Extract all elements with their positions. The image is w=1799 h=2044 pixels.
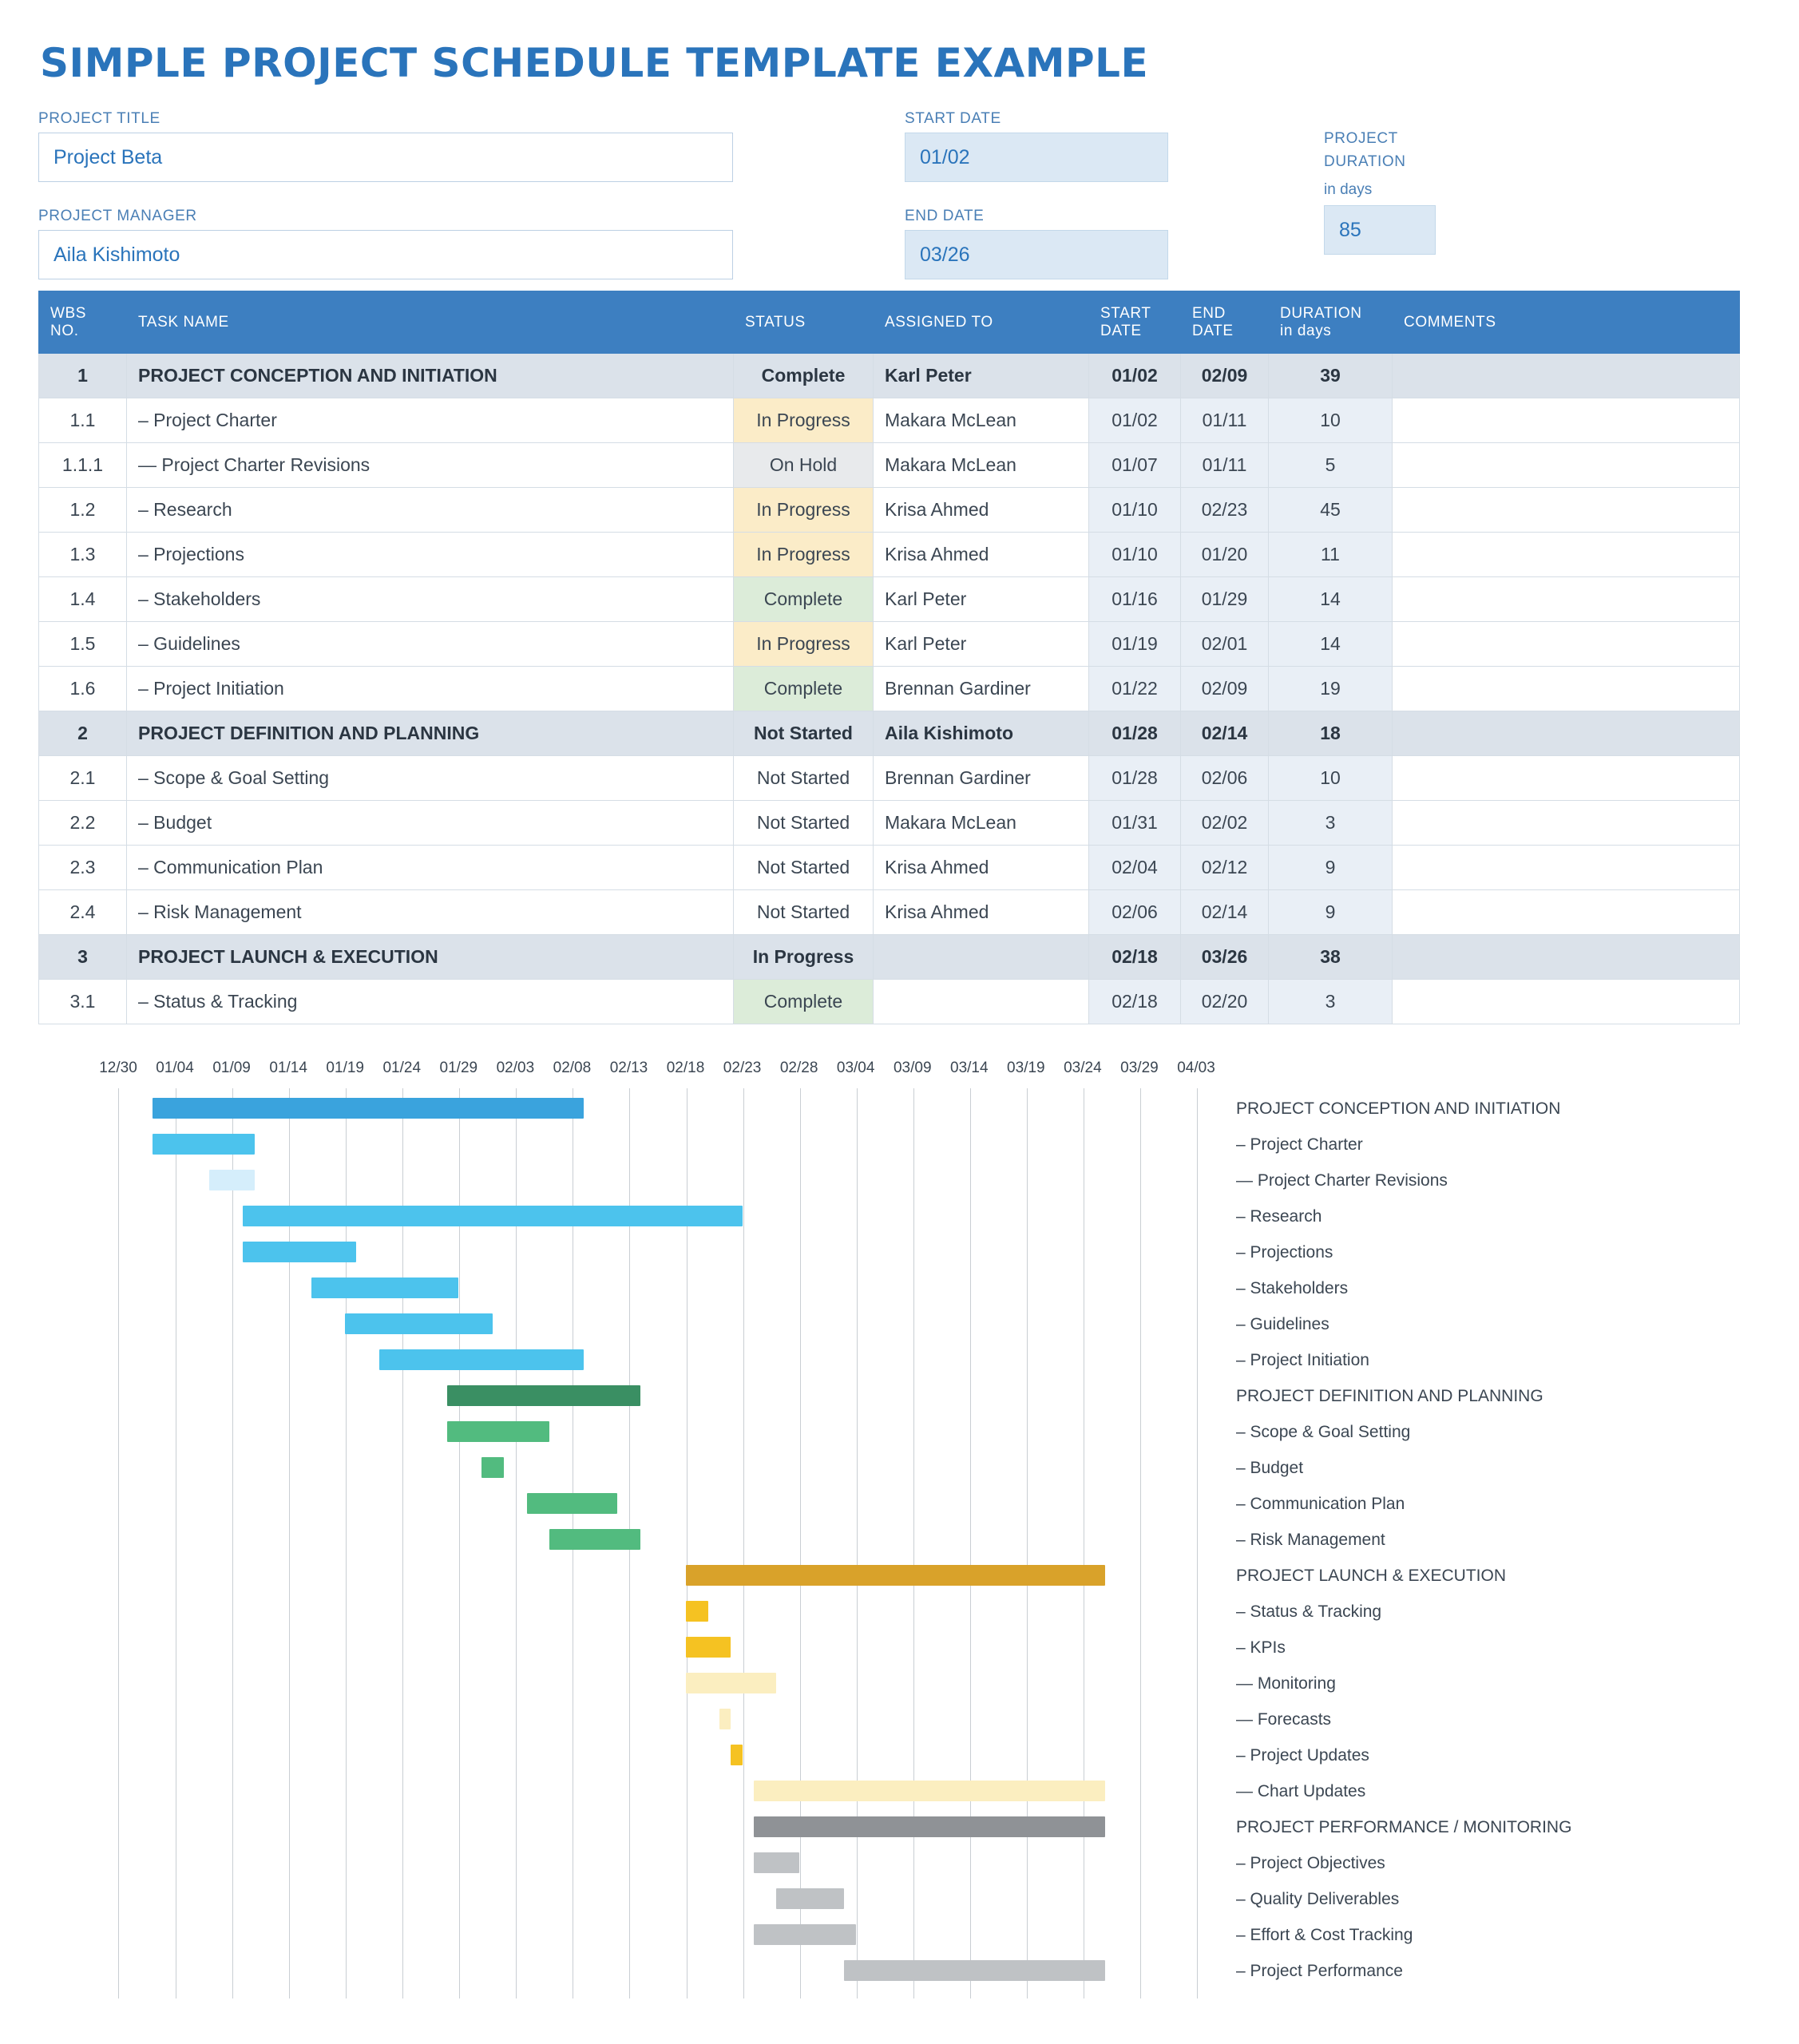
gantt-gridline bbox=[913, 1088, 914, 1998]
cell-wbs[interactable]: 2 bbox=[39, 711, 127, 756]
gantt-bar bbox=[549, 1529, 640, 1550]
gantt-task-label: – Project Charter bbox=[1236, 1135, 1363, 1154]
cell-wbs[interactable]: 1.3 bbox=[39, 533, 127, 577]
cell-end[interactable]: 02/09 bbox=[1181, 354, 1269, 398]
page-title: SIMPLE PROJECT SCHEDULE TEMPLATE EXAMPLE bbox=[40, 40, 1149, 86]
cell-assigned[interactable]: Karl Peter bbox=[874, 577, 1089, 622]
table-row bbox=[39, 935, 1740, 980]
gantt-bar bbox=[447, 1385, 640, 1406]
cell-wbs[interactable]: 1.6 bbox=[39, 667, 127, 711]
cell-wbs[interactable]: 3.1 bbox=[39, 980, 127, 1024]
gantt-task-label: – Risk Management bbox=[1236, 1531, 1385, 1549]
gantt-task-label: – Projections bbox=[1236, 1243, 1333, 1262]
gantt-bar bbox=[754, 1852, 799, 1873]
gantt-axis-tick: 01/29 bbox=[439, 1060, 478, 1076]
end-date-label: END DATE bbox=[905, 208, 985, 224]
cell-task[interactable]: PROJECT CONCEPTION AND INITIATION bbox=[127, 354, 734, 398]
cell-task[interactable]: – Research bbox=[127, 488, 734, 533]
gantt-task-label: PROJECT LAUNCH & EXECUTION bbox=[1236, 1567, 1506, 1585]
gantt-bar bbox=[243, 1206, 742, 1226]
cell-end[interactable]: 01/11 bbox=[1181, 398, 1269, 443]
table-row bbox=[39, 846, 1740, 890]
gantt-bar bbox=[754, 1924, 856, 1945]
column-header-duration-line1: DURATION bbox=[1280, 304, 1362, 322]
cell-comments[interactable] bbox=[1393, 533, 1740, 577]
cell-duration[interactable]: 39 bbox=[1269, 354, 1393, 398]
cell-end[interactable]: 02/12 bbox=[1181, 846, 1269, 890]
gantt-bar bbox=[379, 1349, 584, 1370]
cell-task[interactable]: – Guidelines bbox=[127, 622, 734, 667]
gantt-axis-tick: 03/09 bbox=[893, 1060, 932, 1076]
gantt-task-label: – Project Objectives bbox=[1236, 1854, 1385, 1872]
gantt-bar bbox=[153, 1098, 584, 1119]
cell-duration[interactable]: 9 bbox=[1269, 890, 1393, 935]
cell-comments[interactable] bbox=[1393, 577, 1740, 622]
cell-task[interactable]: – Project Initiation bbox=[127, 667, 734, 711]
gantt-axis-tick: 01/14 bbox=[269, 1060, 307, 1076]
table-row bbox=[39, 354, 1740, 398]
cell-task[interactable]: – Communication Plan bbox=[127, 846, 734, 890]
cell-end[interactable]: 02/14 bbox=[1181, 711, 1269, 756]
cell-start[interactable]: 01/02 bbox=[1089, 398, 1181, 443]
cell-comments[interactable] bbox=[1393, 935, 1740, 980]
column-header-start-date-line2: DATE bbox=[1100, 322, 1142, 339]
column-header-start-date-line1: START bbox=[1100, 304, 1151, 322]
cell-start[interactable]: 02/18 bbox=[1089, 935, 1181, 980]
column-header-comments: COMMENTS bbox=[1393, 291, 1740, 354]
cell-assigned[interactable]: Karl Peter bbox=[874, 622, 1089, 667]
gantt-task-label: PROJECT DEFINITION AND PLANNING bbox=[1236, 1387, 1543, 1405]
cell-end[interactable]: 02/20 bbox=[1181, 980, 1269, 1024]
cell-wbs[interactable]: 1 bbox=[39, 354, 127, 398]
project-title-field-group bbox=[38, 110, 733, 182]
gantt-axis-tick: 03/04 bbox=[836, 1060, 875, 1076]
cell-duration[interactable]: 10 bbox=[1269, 398, 1393, 443]
gantt-bar bbox=[754, 1816, 1106, 1837]
gantt-bar bbox=[731, 1745, 742, 1765]
column-header-wbs-line1: WBS bbox=[50, 304, 87, 322]
cell-assigned[interactable]: Brennan Gardiner bbox=[874, 756, 1089, 801]
table-row bbox=[39, 711, 1740, 756]
cell-status[interactable]: In Progress bbox=[734, 935, 874, 980]
gantt-bar bbox=[776, 1888, 844, 1909]
cell-wbs[interactable]: 1.5 bbox=[39, 622, 127, 667]
cell-end[interactable]: 02/02 bbox=[1181, 801, 1269, 846]
gantt-axis-tick: 01/24 bbox=[382, 1060, 422, 1076]
cell-status[interactable]: Complete bbox=[734, 577, 874, 622]
gantt-axis-tick: 03/29 bbox=[1120, 1060, 1159, 1076]
gantt-axis-tick: 01/19 bbox=[326, 1060, 364, 1076]
gantt-bar bbox=[527, 1493, 618, 1514]
table-row bbox=[39, 533, 1740, 577]
cell-status[interactable]: In Progress bbox=[734, 488, 874, 533]
cell-task[interactable]: – Project Charter bbox=[127, 398, 734, 443]
gantt-task-label: — Forecasts bbox=[1236, 1710, 1332, 1729]
cell-start[interactable]: 02/18 bbox=[1089, 980, 1181, 1024]
cell-comments[interactable] bbox=[1393, 354, 1740, 398]
gantt-task-label: — Chart Updates bbox=[1236, 1782, 1366, 1800]
project-duration-value[interactable]: 85 bbox=[1324, 205, 1436, 255]
column-header-duration-line2: in days bbox=[1280, 322, 1332, 339]
cell-end[interactable]: 02/06 bbox=[1181, 756, 1269, 801]
gantt-axis-tick: 01/04 bbox=[156, 1060, 194, 1076]
cell-comments[interactable] bbox=[1393, 398, 1740, 443]
cell-comments[interactable] bbox=[1393, 801, 1740, 846]
gantt-bar bbox=[311, 1278, 459, 1298]
end-date-field-group bbox=[905, 208, 1168, 279]
cell-start[interactable]: 01/07 bbox=[1089, 443, 1181, 488]
column-header-wbs-line2: NO. bbox=[50, 322, 79, 339]
cell-comments[interactable] bbox=[1393, 488, 1740, 533]
project-title-label: PROJECT TITLE bbox=[38, 110, 160, 127]
cell-start[interactable]: 01/02 bbox=[1089, 354, 1181, 398]
cell-end[interactable]: 02/01 bbox=[1181, 622, 1269, 667]
cell-wbs[interactable]: 1.2 bbox=[39, 488, 127, 533]
cell-end[interactable]: 01/11 bbox=[1181, 443, 1269, 488]
cell-status[interactable]: Not Started bbox=[734, 801, 874, 846]
cell-comments[interactable] bbox=[1393, 622, 1740, 667]
cell-status[interactable]: Complete bbox=[734, 667, 874, 711]
cell-duration[interactable]: 3 bbox=[1269, 980, 1393, 1024]
start-date-field-group bbox=[905, 110, 1168, 182]
gantt-axis-tick: 02/13 bbox=[609, 1060, 648, 1076]
cell-end[interactable]: 01/20 bbox=[1181, 533, 1269, 577]
cell-duration[interactable]: 38 bbox=[1269, 935, 1393, 980]
cell-duration[interactable]: 3 bbox=[1269, 801, 1393, 846]
gantt-task-label: – Project Performance bbox=[1236, 1962, 1403, 1980]
cell-duration[interactable]: 5 bbox=[1269, 443, 1393, 488]
cell-end[interactable]: 02/14 bbox=[1181, 890, 1269, 935]
cell-status[interactable]: Not Started bbox=[734, 711, 874, 756]
gantt-task-label: – Budget bbox=[1236, 1459, 1304, 1477]
cell-status[interactable]: Not Started bbox=[734, 846, 874, 890]
cell-comments[interactable] bbox=[1393, 443, 1740, 488]
cell-task[interactable]: PROJECT DEFINITION AND PLANNING bbox=[127, 711, 734, 756]
cell-comments[interactable] bbox=[1393, 711, 1740, 756]
project-duration-label-line1: PROJECT bbox=[1324, 130, 1398, 147]
cell-assigned[interactable]: Makara McLean bbox=[874, 443, 1089, 488]
gantt-axis-tick: 02/08 bbox=[553, 1060, 592, 1076]
cell-assigned[interactable]: Aila Kishimoto bbox=[874, 711, 1089, 756]
gantt-task-label: – Scope & Goal Setting bbox=[1236, 1423, 1411, 1441]
gantt-bar bbox=[345, 1313, 493, 1334]
cell-duration[interactable]: 10 bbox=[1269, 756, 1393, 801]
gantt-axis-tick: 03/24 bbox=[1064, 1060, 1102, 1076]
gantt-axis-tick: 03/19 bbox=[1007, 1060, 1045, 1076]
gantt-gridline bbox=[800, 1088, 801, 1998]
table-row bbox=[39, 980, 1740, 1024]
cell-duration[interactable]: 9 bbox=[1269, 846, 1393, 890]
gantt-task-label: – Communication Plan bbox=[1236, 1495, 1405, 1513]
cell-assigned[interactable] bbox=[874, 935, 1089, 980]
column-header-end-date-line1: END bbox=[1192, 304, 1226, 322]
cell-duration[interactable]: 14 bbox=[1269, 622, 1393, 667]
cell-task[interactable]: PROJECT LAUNCH & EXECUTION bbox=[127, 935, 734, 980]
cell-duration[interactable]: 11 bbox=[1269, 533, 1393, 577]
cell-task[interactable]: – Scope & Goal Setting bbox=[127, 756, 734, 801]
gantt-bar bbox=[481, 1457, 504, 1478]
project-duration-units: in days bbox=[1324, 181, 1373, 198]
cell-task[interactable]: – Status & Tracking bbox=[127, 980, 734, 1024]
cell-status[interactable]: Not Started bbox=[734, 756, 874, 801]
cell-task[interactable]: – Risk Management bbox=[127, 890, 734, 935]
cell-wbs[interactable]: 2.4 bbox=[39, 890, 127, 935]
cell-start[interactable]: 01/16 bbox=[1089, 577, 1181, 622]
gantt-gridline bbox=[232, 1088, 233, 1998]
cell-comments[interactable] bbox=[1393, 846, 1740, 890]
gantt-bar bbox=[686, 1673, 777, 1693]
gantt-axis-tick: 02/03 bbox=[496, 1060, 535, 1076]
gantt-task-label: – Guidelines bbox=[1236, 1315, 1329, 1333]
gantt-gridline bbox=[970, 1088, 971, 1998]
gantt-bar bbox=[209, 1170, 255, 1190]
cell-assigned[interactable]: Krisa Ahmed bbox=[874, 533, 1089, 577]
cell-start[interactable]: 01/10 bbox=[1089, 488, 1181, 533]
cell-assigned[interactable]: Krisa Ahmed bbox=[874, 846, 1089, 890]
cell-duration[interactable]: 19 bbox=[1269, 667, 1393, 711]
project-title-input[interactable]: Project Beta bbox=[38, 133, 733, 182]
cell-task[interactable]: – Budget bbox=[127, 801, 734, 846]
start-date-input[interactable]: 01/02 bbox=[905, 133, 1168, 182]
cell-assigned[interactable]: Karl Peter bbox=[874, 354, 1089, 398]
table-row bbox=[39, 577, 1740, 622]
table-row bbox=[39, 443, 1740, 488]
gantt-bar bbox=[754, 1781, 1106, 1801]
cell-end[interactable]: 02/23 bbox=[1181, 488, 1269, 533]
gantt-task-label: – Status & Tracking bbox=[1236, 1602, 1382, 1621]
cell-assigned[interactable]: Krisa Ahmed bbox=[874, 890, 1089, 935]
cell-assigned[interactable]: Krisa Ahmed bbox=[874, 488, 1089, 533]
cell-assigned[interactable] bbox=[874, 980, 1089, 1024]
cell-status[interactable]: In Progress bbox=[734, 398, 874, 443]
cell-wbs[interactable]: 2.1 bbox=[39, 756, 127, 801]
cell-start[interactable]: 01/31 bbox=[1089, 801, 1181, 846]
cell-start[interactable]: 01/28 bbox=[1089, 711, 1181, 756]
gantt-task-label: — Project Charter Revisions bbox=[1236, 1171, 1448, 1190]
gantt-chart bbox=[38, 1060, 1739, 2002]
end-date-input[interactable]: 03/26 bbox=[905, 230, 1168, 279]
gantt-gridline bbox=[1027, 1088, 1028, 1998]
gantt-gridline bbox=[1140, 1088, 1141, 1998]
cell-duration[interactable]: 18 bbox=[1269, 711, 1393, 756]
project-manager-label: PROJECT MANAGER bbox=[38, 208, 197, 224]
cell-start[interactable]: 01/28 bbox=[1089, 756, 1181, 801]
gantt-bar bbox=[686, 1637, 731, 1658]
cell-comments[interactable] bbox=[1393, 667, 1740, 711]
cell-start[interactable]: 01/10 bbox=[1089, 533, 1181, 577]
cell-comments[interactable] bbox=[1393, 980, 1740, 1024]
project-duration-label-line2: DURATION bbox=[1324, 153, 1406, 170]
gantt-axis-tick: 02/28 bbox=[779, 1060, 818, 1076]
cell-start[interactable]: 02/04 bbox=[1089, 846, 1181, 890]
gantt-task-label: PROJECT PERFORMANCE / MONITORING bbox=[1236, 1818, 1572, 1836]
cell-status[interactable]: In Progress bbox=[734, 622, 874, 667]
column-header-end-date-line2: DATE bbox=[1192, 322, 1234, 339]
gantt-bar bbox=[447, 1421, 549, 1442]
cell-status[interactable]: On Hold bbox=[734, 443, 874, 488]
gantt-axis bbox=[38, 1060, 1739, 1087]
gantt-task-label: – Project Updates bbox=[1236, 1746, 1369, 1765]
cell-wbs[interactable]: 2.3 bbox=[39, 846, 127, 890]
table-row bbox=[39, 398, 1740, 443]
cell-wbs[interactable]: 3 bbox=[39, 935, 127, 980]
cell-task[interactable]: – Projections bbox=[127, 533, 734, 577]
gantt-bar bbox=[719, 1709, 731, 1729]
cell-end[interactable]: 03/26 bbox=[1181, 935, 1269, 980]
project-header-form bbox=[38, 110, 1761, 278]
cell-wbs[interactable]: 1.4 bbox=[39, 577, 127, 622]
project-manager-input[interactable]: Aila Kishimoto bbox=[38, 230, 733, 279]
cell-task[interactable]: – Stakeholders bbox=[127, 577, 734, 622]
cell-duration[interactable]: 14 bbox=[1269, 577, 1393, 622]
gantt-task-label: – Stakeholders bbox=[1236, 1279, 1349, 1297]
cell-status[interactable]: Complete bbox=[734, 980, 874, 1024]
gantt-task-label: – Project Initiation bbox=[1236, 1351, 1369, 1369]
table-body bbox=[39, 354, 1740, 1024]
cell-comments[interactable] bbox=[1393, 756, 1740, 801]
table-row bbox=[39, 756, 1740, 801]
cell-wbs[interactable]: 1.1 bbox=[39, 398, 127, 443]
cell-status[interactable]: In Progress bbox=[734, 533, 874, 577]
table-row bbox=[39, 488, 1740, 533]
start-date-label: START DATE bbox=[905, 110, 1001, 127]
gantt-axis-tick: 01/09 bbox=[212, 1060, 251, 1076]
column-header-duration bbox=[1269, 291, 1393, 354]
table-row bbox=[39, 890, 1740, 935]
gantt-task-label: – Quality Deliverables bbox=[1236, 1890, 1400, 1908]
gantt-bar bbox=[153, 1134, 255, 1155]
gantt-bar bbox=[844, 1960, 1105, 1981]
gantt-gridline bbox=[1197, 1088, 1198, 1998]
schedule-table bbox=[38, 291, 1740, 1024]
table-row bbox=[39, 667, 1740, 711]
project-duration-group bbox=[1324, 128, 1563, 255]
gantt-axis-tick: 04/03 bbox=[1177, 1060, 1215, 1076]
cell-duration[interactable]: 45 bbox=[1269, 488, 1393, 533]
cell-wbs[interactable]: 1.1.1 bbox=[39, 443, 127, 488]
gantt-task-label: – Research bbox=[1236, 1207, 1322, 1226]
project-manager-field-group bbox=[38, 208, 733, 279]
gantt-axis-tick: 03/14 bbox=[950, 1060, 989, 1076]
gantt-task-label: — Monitoring bbox=[1236, 1674, 1336, 1693]
gantt-gridline bbox=[857, 1088, 858, 1998]
table-row bbox=[39, 801, 1740, 846]
cell-task[interactable]: — Project Charter Revisions bbox=[127, 443, 734, 488]
cell-status[interactable]: Complete bbox=[734, 354, 874, 398]
column-header-status: STATUS bbox=[734, 291, 874, 354]
cell-end[interactable]: 01/29 bbox=[1181, 577, 1269, 622]
gantt-bar bbox=[243, 1242, 356, 1262]
gantt-task-label: – KPIs bbox=[1236, 1638, 1286, 1657]
column-header-assigned-to: ASSIGNED TO bbox=[874, 291, 1089, 354]
gantt-gridline bbox=[743, 1088, 744, 1998]
cell-end[interactable]: 02/09 bbox=[1181, 667, 1269, 711]
gantt-axis-tick: 02/18 bbox=[666, 1060, 705, 1076]
cell-status[interactable]: Not Started bbox=[734, 890, 874, 935]
cell-start[interactable]: 02/06 bbox=[1089, 890, 1181, 935]
gantt-axis-tick: 12/30 bbox=[99, 1060, 137, 1076]
cell-assigned[interactable]: Brennan Gardiner bbox=[874, 667, 1089, 711]
cell-assigned[interactable]: Makara McLean bbox=[874, 801, 1089, 846]
gantt-bar bbox=[686, 1601, 708, 1622]
cell-comments[interactable] bbox=[1393, 890, 1740, 935]
gantt-task-label: – Effort & Cost Tracking bbox=[1236, 1926, 1413, 1944]
column-header-task-name: TASK NAME bbox=[127, 291, 734, 354]
cell-assigned[interactable]: Makara McLean bbox=[874, 398, 1089, 443]
gantt-bar bbox=[686, 1565, 1106, 1586]
column-header-end-date bbox=[1181, 291, 1269, 354]
gantt-axis-tick: 02/23 bbox=[723, 1060, 762, 1076]
cell-start[interactable]: 01/22 bbox=[1089, 667, 1181, 711]
table-row bbox=[39, 622, 1740, 667]
cell-start[interactable]: 01/19 bbox=[1089, 622, 1181, 667]
cell-wbs[interactable]: 2.2 bbox=[39, 801, 127, 846]
gantt-task-label: PROJECT CONCEPTION AND INITIATION bbox=[1236, 1099, 1561, 1118]
